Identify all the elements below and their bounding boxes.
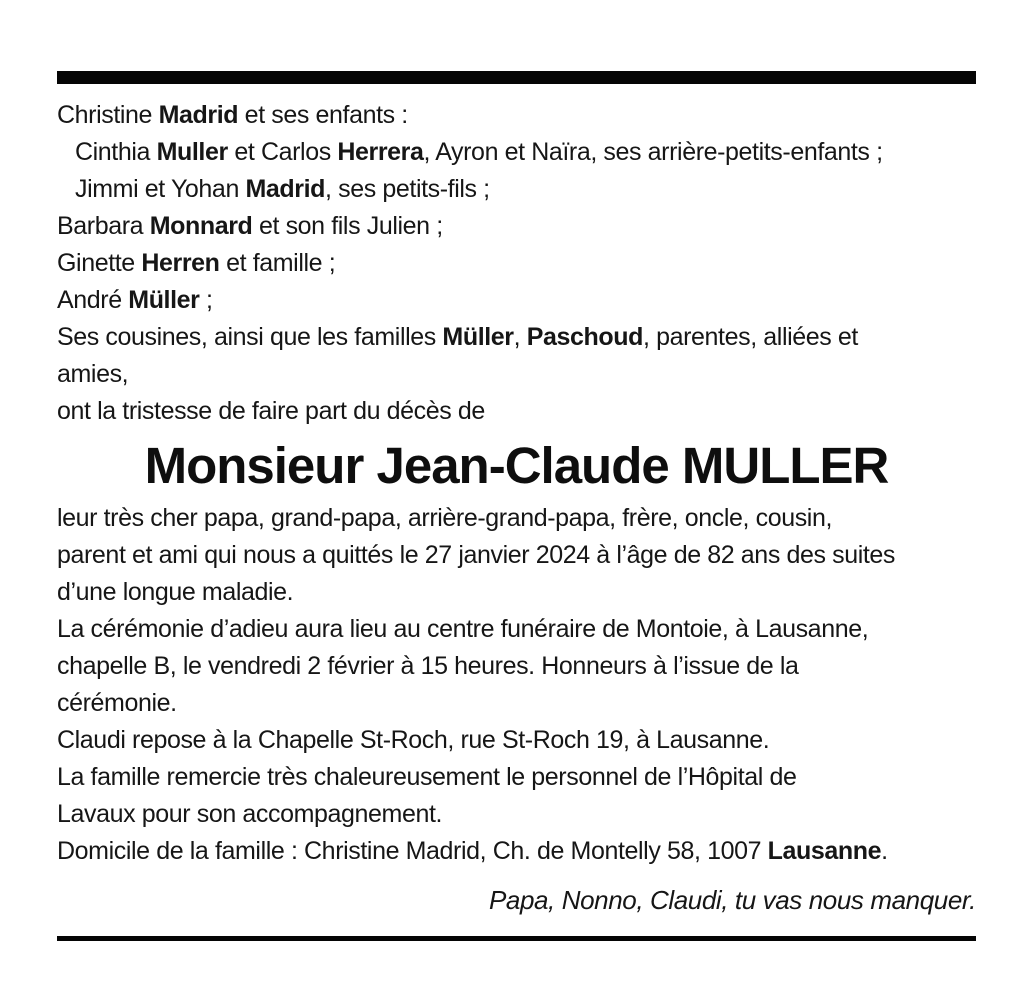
family-name: Müller (442, 323, 514, 351)
body-line (57, 648, 976, 685)
family-name: Monnard (149, 212, 253, 240)
family-name: Madrid (245, 175, 326, 203)
intro-line (57, 245, 976, 282)
text-segment: Ses cousines, ainsi que les familles (57, 323, 443, 351)
notice-body (57, 500, 976, 870)
family-name: Herrera (337, 138, 424, 166)
intro-line (57, 319, 976, 356)
text-segment: Cinthia (75, 138, 157, 166)
text-segment: La cérémonie d’adieu aura lieu au centre funéraire de Montoie, à Lausanne, (57, 615, 869, 643)
body-line (57, 574, 976, 611)
text-segment: , (513, 323, 527, 351)
text-segment: , parentes, alliées et (643, 323, 858, 351)
text-segment: et son fils Julien ; (252, 212, 443, 240)
family-name: Müller (128, 286, 200, 314)
intro-line (57, 134, 976, 171)
intro-line (57, 208, 976, 245)
intro-line (57, 171, 976, 208)
family-name: Lausanne (767, 837, 882, 865)
family-name: Herren (141, 249, 220, 277)
top-rule (57, 71, 976, 84)
deceased-name: Monsieur Jean-Claude MULLER (144, 437, 889, 494)
text-segment: , ses petits-fils ; (325, 175, 490, 203)
text-segment: . (881, 837, 888, 865)
body-line (57, 685, 976, 722)
text-segment: André (57, 286, 129, 314)
text-segment: parent et ami qui nous a quittés le 27 janvier 2024 à l’âge de 82 ans des suites (57, 541, 896, 569)
intro-line (57, 356, 976, 393)
text-segment: leur très cher papa, grand-papa, arrière-grand-papa, frère, oncle, cousin, (57, 504, 833, 532)
family-name: Madrid (158, 101, 239, 129)
body-line (57, 611, 976, 648)
epitaph: Papa, Nonno, Claudi, tu vas nous manquer. (488, 885, 976, 915)
text-segment: ; (199, 286, 213, 314)
body-line (57, 500, 976, 537)
text-segment: ont la tristesse de faire part du décès de (57, 397, 485, 425)
text-segment: et ses enfants : (238, 101, 408, 129)
text-segment: amies, (57, 360, 129, 388)
intro-line (57, 393, 976, 430)
family-name: Muller (156, 138, 228, 166)
intro-line (57, 97, 976, 134)
text-segment: Jimmi et Yohan (75, 175, 246, 203)
text-segment: Barbara (57, 212, 150, 240)
intro-line (57, 282, 976, 319)
body-line (57, 796, 976, 833)
text-segment: Domicile de la famille : Christine Madrid, Ch. de Montelly 58, 1007 (57, 837, 768, 865)
notice-content (57, 71, 976, 941)
body-line (57, 537, 976, 574)
text-segment: , Ayron et Naïra, ses arrière-petits-enfants ; (423, 138, 883, 166)
body-line (57, 833, 976, 870)
body-line (57, 722, 976, 759)
text-segment: cérémonie. (57, 689, 177, 717)
bottom-rule (57, 936, 976, 941)
text-segment: Claudi repose à la Chapelle St-Roch, rue St-Roch 19, à Lausanne. (57, 726, 770, 754)
text-segment: d’une longue maladie. (57, 578, 294, 606)
text-segment: Christine (57, 101, 159, 129)
text-segment: et Carlos (227, 138, 338, 166)
text-segment: Ginette (57, 249, 142, 277)
text-segment: chapelle B, le vendredi 2 février à 15 heures. Honneurs à l’issue de la (57, 652, 799, 680)
family-intro (57, 97, 976, 430)
text-segment: et famille ; (219, 249, 336, 277)
text-segment: Lavaux pour son accompagnement. (57, 800, 443, 828)
text-segment: La famille remercie très chaleureusement le personnel de l’Hôpital de (57, 763, 797, 791)
body-line (57, 759, 976, 796)
family-name: Paschoud (526, 323, 644, 351)
